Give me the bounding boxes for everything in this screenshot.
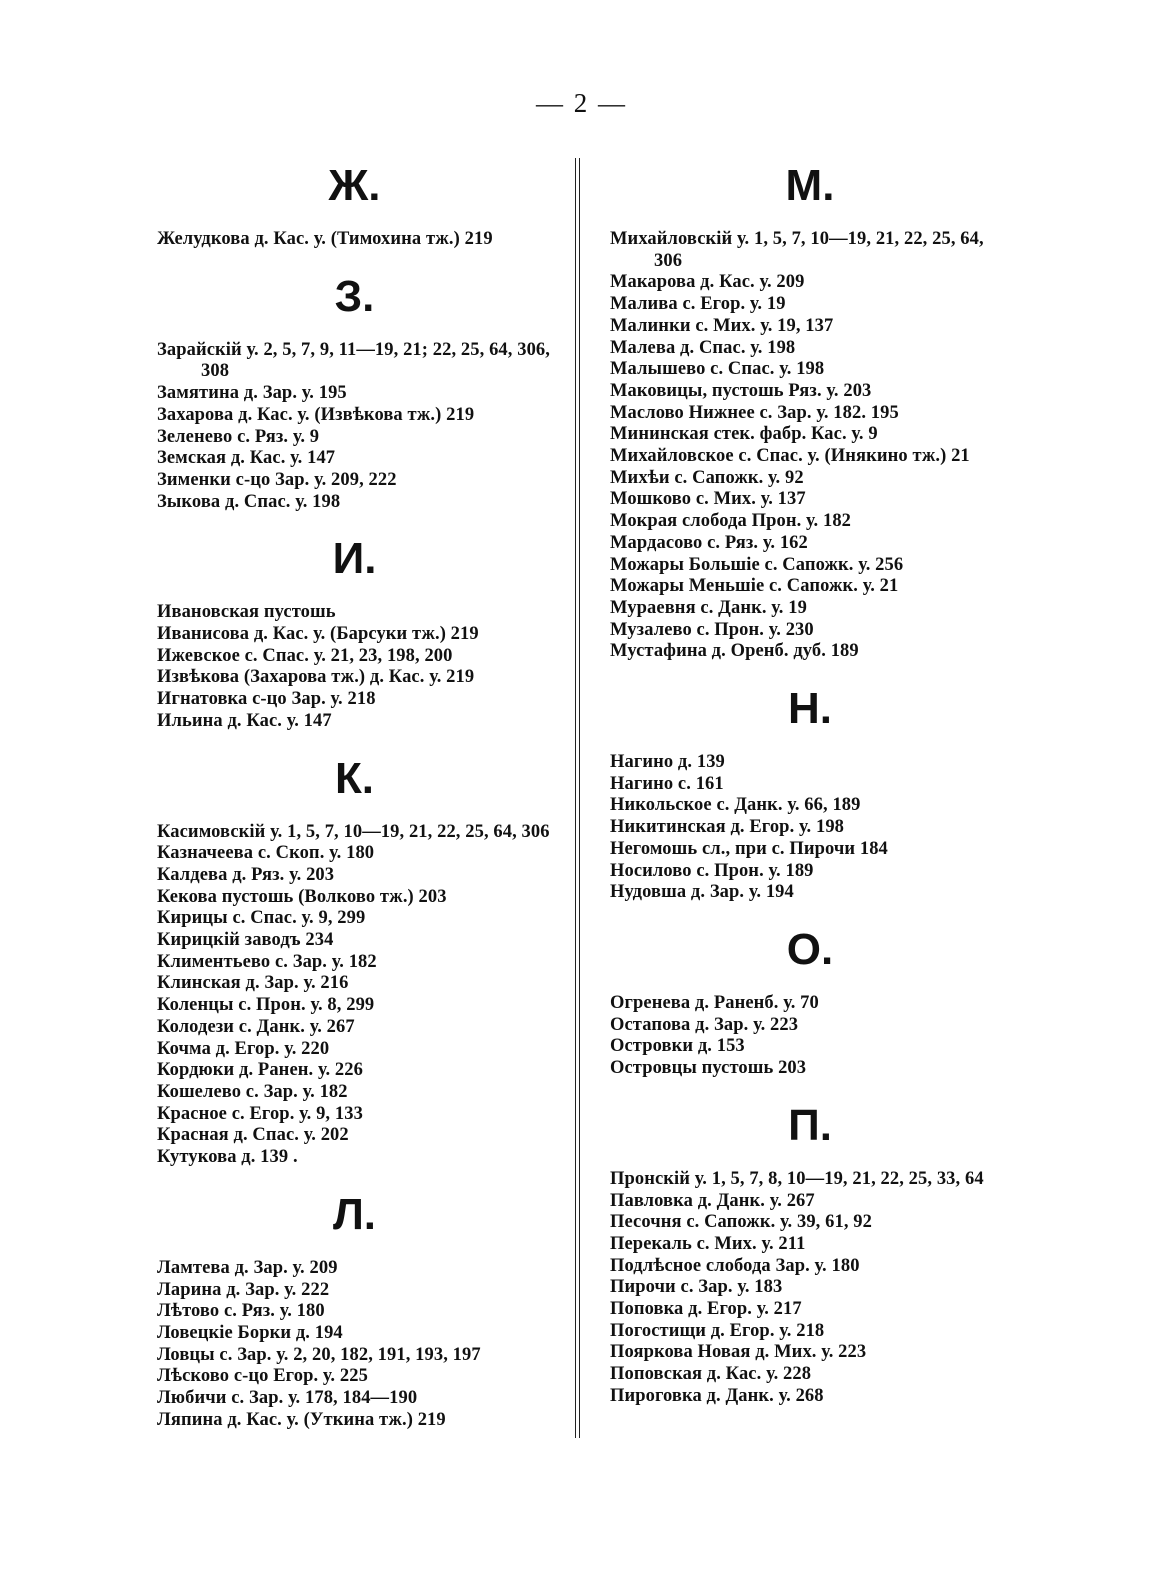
- index-entry: Поповская д. Кас. у. 228: [610, 1364, 812, 1385]
- letter-section: [610, 924, 1010, 1080]
- letter-section: [157, 753, 552, 1169]
- right-column: [610, 160, 1010, 1428]
- index-entry: Желудкова д. Кас. у. (Тимохина тж.) 219: [157, 229, 493, 249]
- index-entry: Захарова д. Кас. у. (Извѣкова тж.) 219: [157, 404, 475, 425]
- index-entry: Михайловскій у. 1, 5, 7, 10—19, 21, 22, 25, 64, 306: [610, 229, 984, 271]
- entry-list: [157, 1258, 552, 1432]
- index-entry: Островцы пустошь 203: [610, 1058, 807, 1079]
- entry-list: [157, 340, 552, 514]
- index-entry: Ивановская пустошь: [157, 602, 336, 623]
- entry-list: [610, 1169, 1010, 1408]
- index-entry: Маковицы, пустошь Ряз. у. 203: [610, 380, 872, 401]
- letter-section: [610, 1100, 1010, 1408]
- index-entry: Макарова д. Кас. у. 209: [610, 272, 805, 293]
- entry-list: [157, 602, 552, 732]
- index-entry: Песочня с. Сапожк. у. 39, 61, 92: [610, 1212, 872, 1233]
- letter-section: [157, 160, 552, 251]
- letter-heading: И.: [332, 534, 377, 584]
- index-entry: Кирицкій заводъ 234: [157, 930, 334, 951]
- left-column: [157, 160, 552, 1451]
- index-entry: Кордюки д. Ранен. у. 226: [157, 1060, 363, 1081]
- index-entry: Красное с. Егор. у. 9, 133: [157, 1103, 363, 1124]
- index-entry: Павловка д. Данк. у. 267: [610, 1190, 815, 1211]
- letter-heading: П.: [788, 1100, 832, 1150]
- column-divider: [575, 158, 580, 1438]
- index-entry: Ижевское с. Спас. у. 21, 23, 198, 200: [157, 645, 453, 666]
- index-entry: Пронскій у. 1, 5, 7, 8, 10—19, 21, 22, 25, 33, 64: [610, 1168, 984, 1189]
- index-entry: Ламтева д. Зар. у. 209: [157, 1257, 338, 1278]
- index-entry: Ляпина д. Кас. у. (Уткина тж.) 219: [157, 1409, 446, 1430]
- index-entry: Кирицы с. Спас. у. 9, 299: [157, 908, 366, 929]
- index-entry: Мошково с. Мих. у. 137: [610, 489, 806, 510]
- index-entry: Островки д. 153: [610, 1036, 745, 1057]
- letter-heading: Н.: [788, 684, 832, 734]
- index-entry: Поповка д. Егор. у. 217: [610, 1299, 802, 1320]
- index-entry: Негомошь сл., при с. Пирочи 184: [610, 838, 888, 859]
- letter-section: [157, 271, 552, 514]
- entry-list: [610, 993, 1010, 1080]
- index-entry: Калдева д. Ряз. у. 203: [157, 864, 335, 885]
- index-entry: Кошелево с. Зар. у. 182: [157, 1081, 348, 1102]
- page-number: — 2 —: [536, 88, 627, 118]
- index-entry: Зименки с-цо Зар. у. 209, 222: [157, 469, 397, 490]
- index-entry: Красная д. Спас. у. 202: [157, 1125, 349, 1146]
- letter-section: [610, 160, 1010, 663]
- index-entry: Зеленево с. Ряз. у. 9: [157, 426, 320, 447]
- index-entry: Мардасово с. Ряз. у. 162: [610, 532, 808, 553]
- index-entry: Игнатовка с-цо Зар. у. 218: [157, 689, 376, 710]
- letter-heading: Л.: [332, 1189, 377, 1239]
- index-entry: Остапова д. Зар. у. 223: [610, 1014, 799, 1035]
- index-entry: Музалево с. Прон. у. 230: [610, 619, 814, 640]
- index-entry: Можары Большіе с. Сапожк. у. 256: [610, 554, 904, 575]
- index-entry: Кутукова д. 139 .: [157, 1147, 298, 1168]
- index-entry: Михайловское с. Спас. у. (Инякино тж.) 21: [610, 446, 970, 467]
- index-entry: Зыкова д. Спас. у. 198: [157, 491, 341, 512]
- index-entry: Клинская д. Зар. у. 216: [157, 973, 349, 994]
- index-entry: Любичи с. Зар. у. 178, 184—190: [157, 1388, 418, 1409]
- index-entry: Малева д. Спас. у. 198: [610, 337, 796, 358]
- index-entry: Климентьево с. Зар. у. 182: [157, 951, 377, 972]
- index-entry: Пояркова Новая д. Мих. у. 223: [610, 1342, 867, 1363]
- index-entry: Мокрая слобода Прон. у. 182: [610, 511, 852, 532]
- entry-list: [157, 822, 552, 1169]
- entry-list: [157, 229, 552, 251]
- index-entry: Ловцы с. Зар. у. 2, 20, 182, 191, 193, 197: [157, 1344, 481, 1365]
- index-entry: Маслово Нижнее с. Зар. у. 182. 195: [610, 402, 899, 423]
- index-entry: Мустафина д. Оренб. дуб. 189: [610, 641, 859, 662]
- index-entry: Лѣсково с-цо Егор. у. 225: [157, 1366, 368, 1387]
- index-entry: Зарайскій у. 2, 5, 7, 9, 11—19, 21; 22, 25, 64, 306, 308: [157, 339, 550, 382]
- index-entry: Малива с. Егор. у. 19: [610, 294, 786, 315]
- index-entry: Колодези с. Данк. у. 267: [157, 1016, 355, 1037]
- index-entry: Казначеева с. Скоп. у. 180: [157, 843, 375, 864]
- index-entry: Земская д. Кас. у. 147: [157, 448, 336, 469]
- index-entry: Никольское с. Данк. у. 66, 189: [610, 795, 861, 816]
- entry-list: [610, 229, 1010, 663]
- index-entry: Никитинская д. Егор. у. 198: [610, 817, 845, 838]
- entry-list: [610, 752, 1010, 904]
- index-entry: Коленцы с. Прон. у. 8, 299: [157, 995, 375, 1016]
- index-entry: Нагино с. 161: [610, 773, 724, 794]
- letter-heading: З.: [334, 271, 375, 321]
- index-entry: Касимовскій у. 1, 5, 7, 10—19, 21, 22, 25, 64, 306: [157, 821, 550, 842]
- index-entry: Нагино д. 139: [610, 752, 725, 773]
- letter-heading: О.: [786, 924, 834, 974]
- index-entry: Иванисова д. Кас. у. (Барсуки тж.) 219: [157, 624, 479, 645]
- index-entry: Малышево с. Спас. у. 198: [610, 359, 825, 380]
- index-entry: Кочма д. Егор. у. 220: [157, 1038, 330, 1059]
- index-entry: Извѣкова (Захарова тж.) д. Кас. у. 219: [157, 667, 475, 688]
- index-entry: Можары Меньшіе с. Сапожк. у. 21: [610, 576, 899, 597]
- index-entry: Носилово с. Прон. у. 189: [610, 860, 814, 881]
- letter-heading: К.: [334, 753, 375, 803]
- letter-heading: Ж.: [328, 161, 381, 210]
- letter-section: [157, 533, 552, 732]
- index-entry: Малинки с. Мих. у. 19, 137: [610, 315, 834, 336]
- index-entry: Мураевня с. Данк. у. 19: [610, 597, 807, 618]
- letter-section: [157, 1189, 552, 1432]
- index-entry: Мининская стек. фабр. Кас. у. 9: [610, 424, 878, 445]
- index-entry: Пироговка д. Данк. у. 268: [610, 1385, 824, 1406]
- index-entry: Ларина д. Зар. у. 222: [157, 1279, 330, 1300]
- index-entry: Кекова пустошь (Волково тж.) 203: [157, 886, 447, 907]
- index-entry: Нудовша д. Зар. у. 194: [610, 882, 794, 903]
- index-entry: Подлѣсное слобода Зар. у. 180: [610, 1255, 860, 1276]
- index-entry: Замятина д. Зар. у. 195: [157, 383, 347, 404]
- index-entry: Ильина д. Кас. у. 147: [157, 710, 332, 731]
- index-entry: Лѣтово с. Ряз. у. 180: [157, 1301, 325, 1322]
- index-entry: Перекаль с. Мих. у. 211: [610, 1233, 806, 1254]
- index-entry: Огренева д. Раненб. у. 70: [610, 992, 819, 1013]
- letter-section: [610, 683, 1010, 904]
- index-entry: Погостищи д. Егор. у. 218: [610, 1320, 825, 1341]
- index-entry: Пирочи с. Зар. у. 183: [610, 1277, 783, 1298]
- index-entry: Ловецкіе Борки д. 194: [157, 1322, 343, 1343]
- index-entry: Михѣи с. Сапожк. у. 92: [610, 467, 804, 488]
- letter-heading: М.: [785, 161, 835, 210]
